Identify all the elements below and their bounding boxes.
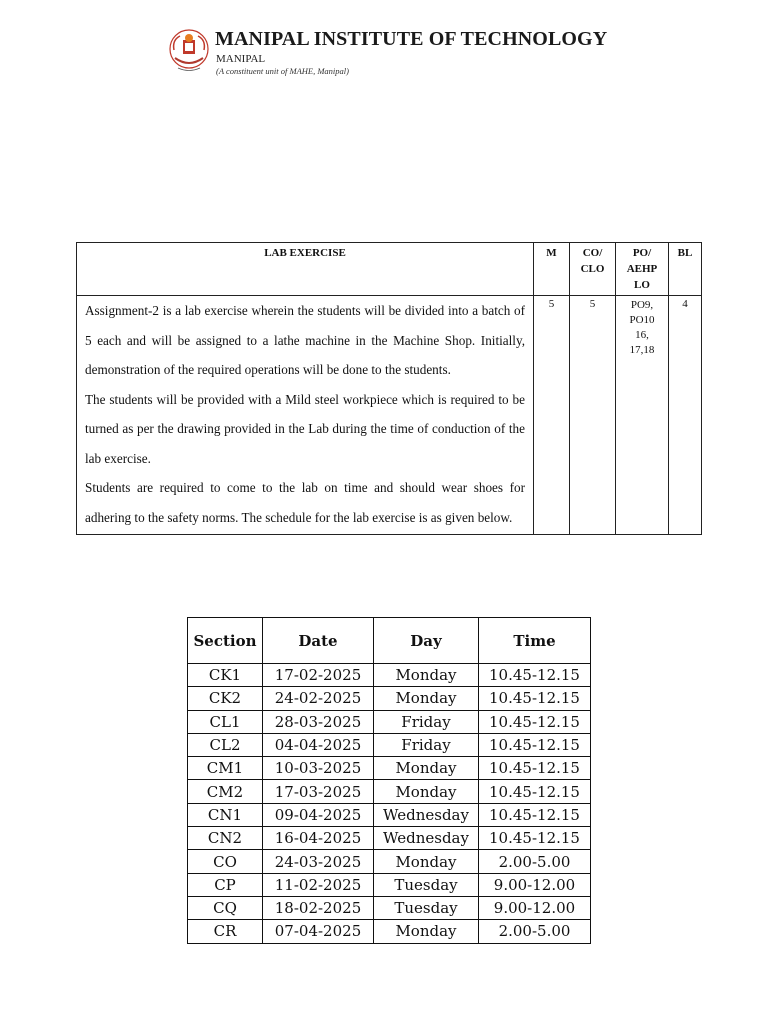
date-cell: 24-02-2025 [263,687,374,710]
section-cell: CQ [188,896,263,919]
time-cell: 10.45-12.15 [479,733,591,756]
section-cell: CR [188,920,263,943]
day-cell: Wednesday [374,803,479,826]
co-clo-value: 5 [570,296,616,535]
schedule-table [187,617,591,944]
date-cell: 10-03-2025 [263,757,374,780]
lab-table-header-row [77,243,702,296]
date-cell: 17-02-2025 [263,664,374,687]
bl-header: BL [669,243,702,296]
day-cell: Monday [374,687,479,710]
po-header [616,243,669,296]
section-header: Section [188,618,263,664]
schedule-row [188,733,591,756]
date-cell: 04-04-2025 [263,733,374,756]
date-cell: 16-04-2025 [263,827,374,850]
institute-location: MANIPAL [216,53,266,65]
section-cell: CL1 [188,710,263,733]
description-paragraph: Students are required to come to the lab on time and should wear shoes for adhering to the safety norms. The schedule for the lab exercise is as given below. [85,480,525,525]
bl-value: 4 [669,296,702,535]
day-cell: Monday [374,850,479,873]
date-cell: 18-02-2025 [263,896,374,919]
po-value-line: PO9, [630,299,654,311]
date-cell: 28-03-2025 [263,710,374,733]
schedule-row [188,803,591,826]
section-cell: CM2 [188,780,263,803]
institute-name: MANIPAL INSTITUTE OF TECHNOLOGY [215,28,608,50]
section-cell: CK2 [188,687,263,710]
description-paragraph: Assignment-2 is a lab exercise wherein the students will be divided into a batch of 5 each and will be assigned to a lathe machine in the Machine Shop. Initially, demonstration of the required operations will be done to the students. [85,303,525,377]
institute-header [166,26,616,78]
day-header: Day [374,618,479,664]
date-cell: 24-03-2025 [263,850,374,873]
day-cell: Wednesday [374,827,479,850]
date-cell: 11-02-2025 [263,873,374,896]
schedule-row [188,757,591,780]
institute-logo-icon [166,28,212,74]
section-cell: CO [188,850,263,873]
time-cell: 9.00-12.00 [479,873,591,896]
po-value-line: 17,18 [629,344,655,356]
co-clo-header-line: CLO [580,263,605,275]
day-cell: Tuesday [374,873,479,896]
time-cell: 10.45-12.15 [479,827,591,850]
day-cell: Monday [374,920,479,943]
time-cell: 9.00-12.00 [479,896,591,919]
time-header: Time [479,618,591,664]
time-cell: 10.45-12.15 [479,780,591,803]
date-cell: 07-04-2025 [263,920,374,943]
schedule-row [188,896,591,919]
schedule-row [188,687,591,710]
day-cell: Monday [374,664,479,687]
time-cell: 10.45-12.15 [479,687,591,710]
date-cell: 09-04-2025 [263,803,374,826]
lab-exercise-table [76,242,702,535]
schedule-row [188,920,591,943]
schedule-row [188,873,591,896]
m-value: 5 [534,296,570,535]
co-clo-header-line: CO/ [582,247,603,259]
date-cell: 17-03-2025 [263,780,374,803]
time-cell: 2.00-5.00 [479,850,591,873]
section-cell: CP [188,873,263,896]
schedule-row [188,710,591,733]
schedule-header-row [188,618,591,664]
time-cell: 10.45-12.15 [479,803,591,826]
day-cell: Monday [374,757,479,780]
m-header: M [534,243,570,296]
description-paragraph: The students will be provided with a Mild steel workpiece which is required to be turned as per the drawing provided in the Lab during the time of conduction of the lab exercise. [85,391,525,466]
section-cell: CL2 [188,733,263,756]
schedule-row [188,850,591,873]
time-cell: 10.45-12.15 [479,710,591,733]
po-header-line: PO/ [632,247,652,259]
schedule-row [188,827,591,850]
day-cell: Tuesday [374,896,479,919]
lab-exercise-header: LAB EXERCISE [77,243,534,296]
co-clo-header [570,243,616,296]
date-header: Date [263,618,374,664]
lab-table-row [77,296,702,535]
time-cell: 10.45-12.15 [479,664,591,687]
lab-exercise-description [77,296,534,535]
schedule-row [188,780,591,803]
institute-note: (A constituent unit of MAHE, Manipal) [216,66,349,76]
po-value [616,296,669,535]
schedule-row [188,664,591,687]
day-cell: Friday [374,710,479,733]
section-cell: CN1 [188,803,263,826]
po-header-line: AEHP [626,263,658,275]
section-cell: CK1 [188,664,263,687]
day-cell: Friday [374,733,479,756]
time-cell: 2.00-5.00 [479,920,591,943]
section-cell: CN2 [188,827,263,850]
po-value-line: PO10 [629,314,655,326]
day-cell: Monday [374,780,479,803]
time-cell: 10.45-12.15 [479,757,591,780]
po-value-line: 16, [635,329,649,341]
po-header-line: LO [634,279,650,291]
section-cell: CM1 [188,757,263,780]
